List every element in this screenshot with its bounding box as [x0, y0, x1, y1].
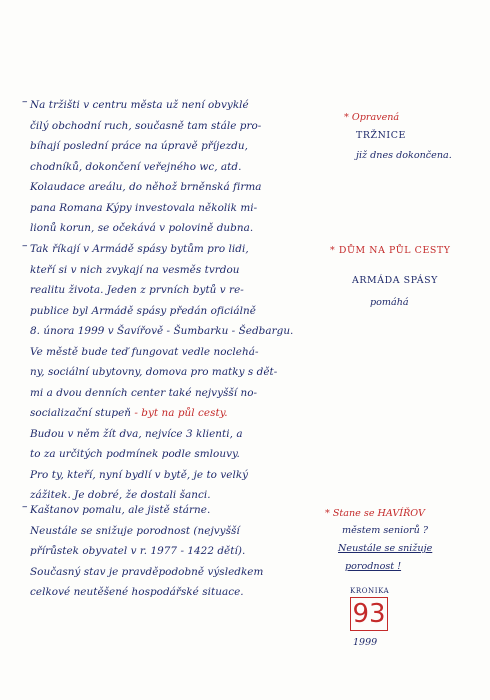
entry-line: Kolaudace areálu, do něhož brněnská firma: [30, 181, 262, 193]
entry-line: bíhají poslední práce na úpravě příjezdu,: [30, 140, 248, 152]
entry-line: lionů korun, se očekává v polovině dubna.: [30, 222, 254, 234]
entry-population: [22, 500, 330, 603]
entry-line: chodníků, dokončení veřejného wc, atd.: [30, 160, 242, 173]
margin-note: * Opravená: [344, 112, 400, 123]
entry-line-text: socializační stupeň: [30, 407, 132, 419]
entry-line: kteří si v nich zvykají na vesměs tvrdou: [30, 263, 240, 276]
entry-line: zážitek. Je dobré, že dostali šanci.: [30, 489, 211, 501]
margin-note-title: * DŮM NA PŮL CESTY: [330, 245, 451, 256]
stamp-year: 1999: [353, 637, 378, 648]
margin-note: porodnost !: [345, 561, 402, 572]
entry-line: mi a dvou denních center také nejvyšší no-: [30, 386, 258, 399]
entry-line: Budou v něm žít dva, nejvíce 3 klienti, a: [30, 427, 243, 440]
entry-line: Na tržišti v centru města už není obvyklé: [30, 99, 249, 111]
page-number-stamp: [350, 597, 388, 631]
bullet-dash: –: [22, 95, 28, 108]
margin-note: městem seniorů ?: [342, 525, 428, 536]
entry-market: [22, 95, 330, 239]
entry-line: [30, 403, 330, 424]
margin-note: již dnes dokončena.: [356, 150, 452, 161]
bullet-dash: –: [22, 500, 28, 513]
entry-line: 8. února 1999 v Šavířově - Šumbarku - Šedbargu.: [30, 325, 294, 337]
entry-line: Současný stav je pravděpodobně výsledkem: [30, 565, 264, 578]
halfway-house-highlight: - byt na půl cesty.: [134, 407, 228, 419]
bullet-dash: –: [22, 239, 28, 252]
entry-line: Kaštanov pomalu, ale jistě stárne.: [30, 504, 211, 516]
entry-line: Tak říkají v Armádě spásy bytům pro lidi,: [30, 243, 249, 255]
entry-line: pana Romana Kýpy investovala několik mi-: [30, 201, 258, 214]
entry-line: čilý obchodní ruch, současně tam stále pro-: [30, 119, 262, 132]
entry-line: Ve městě bude teď fungovat vedle noclehá-: [30, 345, 259, 358]
margin-note: Neustále se snižuje: [338, 543, 433, 554]
entry-line: ny, sociální ubytovny, domova pro matky s dět-: [30, 366, 278, 378]
entry-halfway-house: [22, 239, 330, 506]
entry-line: přírůstek obyvatel v r. 1977 - 1422 dětí).: [30, 545, 246, 557]
entry-line: celkové neutěšené hospodářské situace.: [30, 586, 244, 598]
entry-line: realitu života. Jeden z prvních bytů v re-: [30, 284, 244, 296]
margin-note: pomáhá: [370, 297, 409, 308]
margin-note: * Stane se HAVÍŘOV: [325, 508, 425, 519]
page-number: 93: [352, 599, 386, 629]
chronicle-stamp-label: KRONIKA: [350, 587, 390, 595]
entry-line: Pro ty, kteří, nyní bydlí v bytě, je to velký: [30, 468, 249, 481]
entry-line: to za určitých podmínek podle smlouvy.: [30, 448, 240, 460]
margin-note: TRŽNICE: [356, 130, 406, 141]
entry-line: Neustále se snižuje porodnost (nejvyšší: [30, 524, 240, 537]
entry-line: publice byl Armádě spásy předán oficiálně: [30, 304, 256, 317]
margin-note: ARMÁDA SPÁSY: [352, 275, 438, 286]
